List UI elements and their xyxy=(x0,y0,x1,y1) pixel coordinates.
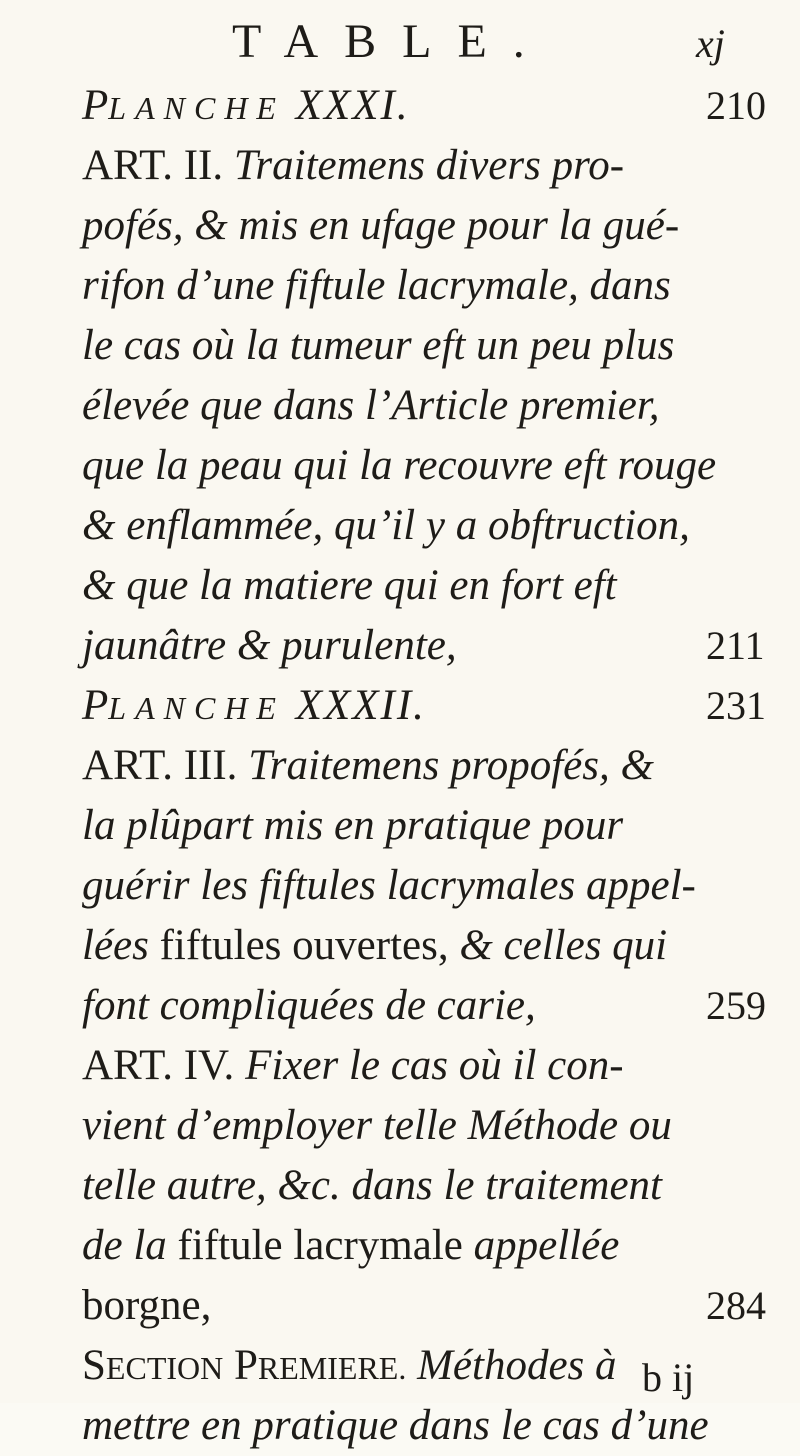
toc-text: ART. III. Traitemens propofés, & xyxy=(82,742,654,789)
toc-line xyxy=(0,556,800,616)
toc-text: que la peau qui la recouvre eft rouge xyxy=(82,442,717,489)
toc-text: & enflammée, qu’il y a obftruction, xyxy=(82,502,690,549)
page-number: 211 xyxy=(706,623,765,668)
toc-line xyxy=(0,316,800,376)
toc-line xyxy=(0,256,800,316)
toc-line xyxy=(0,376,800,436)
planche-heading xyxy=(0,76,800,136)
toc-text: telle autre, &c. dans le traitement xyxy=(82,1162,662,1209)
toc-text: pofés, & mis en ufage pour la gué- xyxy=(82,202,680,249)
toc-line xyxy=(0,1156,800,1216)
page-number: 231 xyxy=(706,683,766,728)
toc-line xyxy=(0,136,800,196)
toc-line xyxy=(0,1036,800,1096)
toc-text: vient d’employer telle Méthode ou xyxy=(82,1102,672,1149)
toc-text: & que la matiere qui en fort eft xyxy=(82,562,617,609)
toc-text: la plûpart mis en pratique pour xyxy=(82,802,624,849)
toc-text: ART. II. Traitemens divers pro- xyxy=(82,142,625,189)
toc-line xyxy=(0,436,800,496)
toc-text: jaunâtre & purulente, xyxy=(82,622,457,669)
toc-text: élevée que dans l’Article premier, xyxy=(82,382,660,429)
planche-heading xyxy=(0,676,800,736)
page-number: 210 xyxy=(706,83,766,128)
toc-text: SECTION PREMIERE. Méthodes à xyxy=(82,1342,617,1389)
toc-text: borgne, xyxy=(82,1282,212,1329)
toc-line xyxy=(0,856,800,916)
toc-text: guérir les fiftules lacrymales appel- xyxy=(82,862,696,909)
page-header xyxy=(0,12,800,72)
toc-text: rifon d’une fiftule lacrymale, dans xyxy=(82,262,671,309)
toc-text: ART. IV. Fixer le cas où il con- xyxy=(82,1042,624,1089)
toc-line xyxy=(0,496,800,556)
planche-title: PLANCHE XXXII. xyxy=(82,682,426,729)
toc-text: lées fiftules ouvertes, & celles qui xyxy=(82,922,668,969)
toc-text: mettre en pratique dans le cas d’une xyxy=(82,1402,709,1449)
toc-line xyxy=(0,736,800,796)
toc-line xyxy=(0,976,800,1036)
planche-title: PLANCHE XXXI. xyxy=(82,82,410,129)
toc-line xyxy=(0,796,800,856)
signature-mark: b ij xyxy=(642,1355,695,1400)
page-number: 259 xyxy=(706,983,766,1028)
toc-line xyxy=(0,1276,800,1336)
toc-line xyxy=(0,1096,800,1156)
toc-line xyxy=(0,616,800,676)
toc-line xyxy=(0,916,800,976)
toc-line xyxy=(0,1216,800,1276)
folio-number: xj xyxy=(696,21,725,66)
toc-line xyxy=(0,196,800,256)
toc-text: le cas où la tumeur eft un peu plus xyxy=(82,322,675,369)
page-number: 284 xyxy=(706,1283,766,1328)
running-title: TABLE. xyxy=(232,15,551,68)
toc-text: de la fiftule lacrymale appellée xyxy=(82,1222,620,1269)
toc-text: font compliquées de carie, xyxy=(82,982,536,1029)
